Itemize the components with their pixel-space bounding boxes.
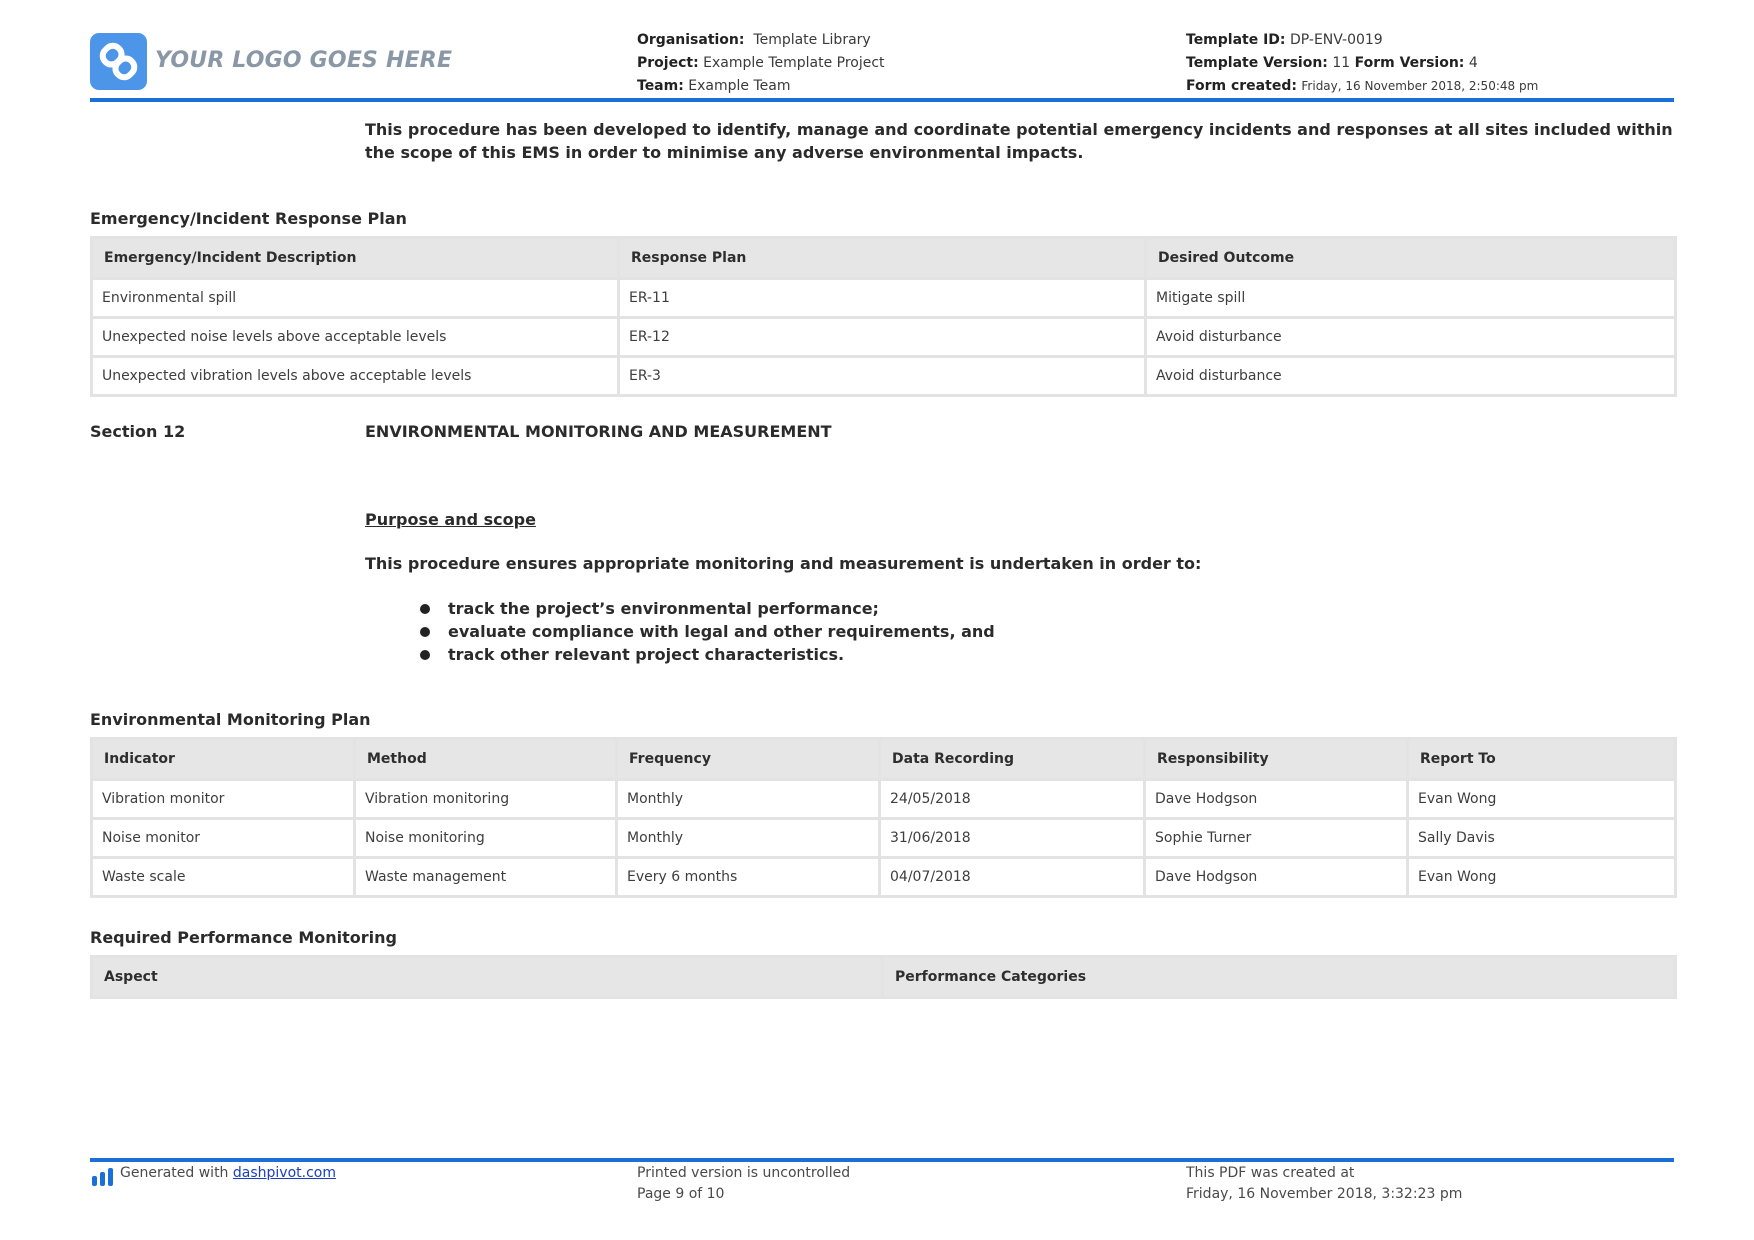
footer-right bbox=[1186, 1163, 1462, 1205]
table-cell: Mitigate spill bbox=[1146, 279, 1676, 318]
organisation-value: Template Library bbox=[753, 32, 871, 48]
column-header: Emergency/Incident Description bbox=[92, 238, 619, 279]
column-header: Frequency bbox=[617, 739, 880, 780]
table-cell: Monthly bbox=[617, 780, 880, 819]
logo-mark bbox=[90, 33, 147, 90]
list-item bbox=[420, 620, 995, 643]
project-value: Example Template Project bbox=[703, 55, 885, 71]
table-row bbox=[92, 357, 1676, 396]
table-cell: Dave Hodgson bbox=[1145, 858, 1408, 897]
table-cell: Noise monitor bbox=[92, 819, 355, 858]
table-cell: 24/05/2018 bbox=[880, 780, 1145, 819]
organisation-line bbox=[637, 29, 885, 52]
table-cell: Sally Davis bbox=[1408, 819, 1676, 858]
form-created-label: Form created: bbox=[1186, 78, 1297, 94]
generated-text: Generated with bbox=[120, 1165, 229, 1181]
purpose-heading: Purpose and scope bbox=[365, 510, 536, 529]
template-version-value: 11 bbox=[1332, 55, 1351, 71]
table-cell: Noise monitoring bbox=[355, 819, 617, 858]
team-value: Example Team bbox=[688, 78, 791, 94]
table-cell: Sophie Turner bbox=[1145, 819, 1408, 858]
list-item-text: track other relevant project characteristics. bbox=[448, 645, 845, 664]
footer-divider bbox=[90, 1158, 1674, 1162]
table-cell: Evan Wong bbox=[1408, 780, 1676, 819]
table-cell: Every 6 months bbox=[617, 858, 880, 897]
purpose-text: This procedure ensures appropriate monitoring and measurement is undertaken in order to: bbox=[365, 554, 1202, 573]
table-cell: Waste scale bbox=[92, 858, 355, 897]
monitoring-plan-title: Environmental Monitoring Plan bbox=[90, 710, 371, 729]
table-cell: Unexpected vibration levels above acceptable levels bbox=[92, 357, 619, 396]
bullet-icon bbox=[420, 604, 430, 614]
column-header: Report To bbox=[1408, 739, 1676, 780]
section-number: Section 12 bbox=[90, 422, 186, 441]
table-cell: Environmental spill bbox=[92, 279, 619, 318]
template-id-label: Template ID: bbox=[1186, 32, 1286, 48]
table-cell: Evan Wong bbox=[1408, 858, 1676, 897]
project-label: Project: bbox=[637, 55, 699, 71]
list-item-text: evaluate compliance with legal and other requirements, and bbox=[448, 622, 995, 641]
table-cell: 04/07/2018 bbox=[880, 858, 1145, 897]
column-header: Responsibility bbox=[1145, 739, 1408, 780]
list-item bbox=[420, 643, 995, 666]
table-row bbox=[92, 318, 1676, 357]
table-row bbox=[92, 780, 1676, 819]
column-header: Response Plan bbox=[619, 238, 1146, 279]
form-version-value: 4 bbox=[1468, 55, 1478, 71]
column-header: Aspect bbox=[92, 957, 883, 998]
intro-paragraph: This procedure has been developed to identify, manage and coordinate potential emergency incidents and responses at all sites included within the scope of this EMS in order to minimise any adverse environmental impacts. bbox=[365, 120, 1673, 162]
list-item-text: track the project’s environmental performance; bbox=[448, 599, 879, 618]
table-cell: Vibration monitoring bbox=[355, 780, 617, 819]
column-header: Performance Categories bbox=[883, 957, 1676, 998]
table-cell: ER-11 bbox=[619, 279, 1146, 318]
version-line bbox=[1186, 52, 1538, 75]
response-plan-table bbox=[90, 236, 1677, 397]
team-line bbox=[637, 75, 885, 98]
dashpivot-link[interactable]: dashpivot.com bbox=[232, 1165, 336, 1181]
project-line bbox=[637, 52, 885, 75]
table-header-row bbox=[92, 739, 1676, 780]
table-cell: Monthly bbox=[617, 819, 880, 858]
pdf-created-value: Friday, 16 November 2018, 3:32:23 pm bbox=[1186, 1186, 1463, 1202]
table-cell: Avoid disturbance bbox=[1146, 318, 1676, 357]
list-item bbox=[420, 597, 995, 620]
table-cell: Unexpected noise levels above acceptable levels bbox=[92, 318, 619, 357]
table-cell: Dave Hodgson bbox=[1145, 780, 1408, 819]
column-header: Data Recording bbox=[880, 739, 1145, 780]
header-meta-right bbox=[1186, 29, 1538, 98]
form-created-value: Friday, 16 November 2018, 2:50:48 pm bbox=[1301, 79, 1539, 93]
table-row bbox=[92, 819, 1676, 858]
purpose-bullet-list bbox=[420, 597, 995, 666]
column-header: Indicator bbox=[92, 739, 355, 780]
performance-table bbox=[90, 955, 1677, 999]
table-row bbox=[92, 858, 1676, 897]
table-header-row bbox=[92, 238, 1676, 279]
table-cell: Vibration monitor bbox=[92, 780, 355, 819]
form-version-label: Form Version: bbox=[1354, 55, 1465, 71]
footer-center bbox=[637, 1163, 850, 1205]
table-cell: ER-12 bbox=[619, 318, 1146, 357]
table-cell: Waste management bbox=[355, 858, 617, 897]
uncontrolled-note: Printed version is uncontrolled bbox=[637, 1165, 851, 1181]
performance-title: Required Performance Monitoring bbox=[90, 928, 397, 947]
table-header-row bbox=[92, 957, 1676, 998]
page-number: Page 9 of 10 bbox=[637, 1186, 725, 1202]
logo-text: YOUR LOGO GOES HERE bbox=[155, 48, 453, 73]
column-header: Desired Outcome bbox=[1146, 238, 1676, 279]
header-meta-left bbox=[637, 29, 885, 98]
form-created-line bbox=[1186, 75, 1538, 98]
response-plan-title: Emergency/Incident Response Plan bbox=[90, 209, 407, 228]
logo-icon bbox=[90, 33, 147, 90]
bullet-icon bbox=[420, 627, 430, 637]
column-header: Method bbox=[355, 739, 617, 780]
section-title: ENVIRONMENTAL MONITORING AND MEASUREMENT bbox=[365, 422, 832, 441]
pdf-created-label: This PDF was created at bbox=[1186, 1165, 1355, 1181]
template-id-value: DP-ENV-0019 bbox=[1289, 32, 1383, 48]
bullet-icon bbox=[420, 650, 430, 660]
dashpivot-icon bbox=[92, 1168, 114, 1190]
template-version-label: Template Version: bbox=[1186, 55, 1328, 71]
header-divider bbox=[90, 98, 1674, 102]
organisation-label: Organisation: bbox=[637, 32, 745, 48]
generated-with bbox=[120, 1163, 336, 1184]
team-label: Team: bbox=[637, 78, 684, 94]
monitoring-plan-table bbox=[90, 737, 1677, 898]
table-cell: 31/06/2018 bbox=[880, 819, 1145, 858]
table-cell: Avoid disturbance bbox=[1146, 357, 1676, 396]
table-cell: ER-3 bbox=[619, 357, 1146, 396]
table-row bbox=[92, 279, 1676, 318]
template-id-line bbox=[1186, 29, 1538, 52]
